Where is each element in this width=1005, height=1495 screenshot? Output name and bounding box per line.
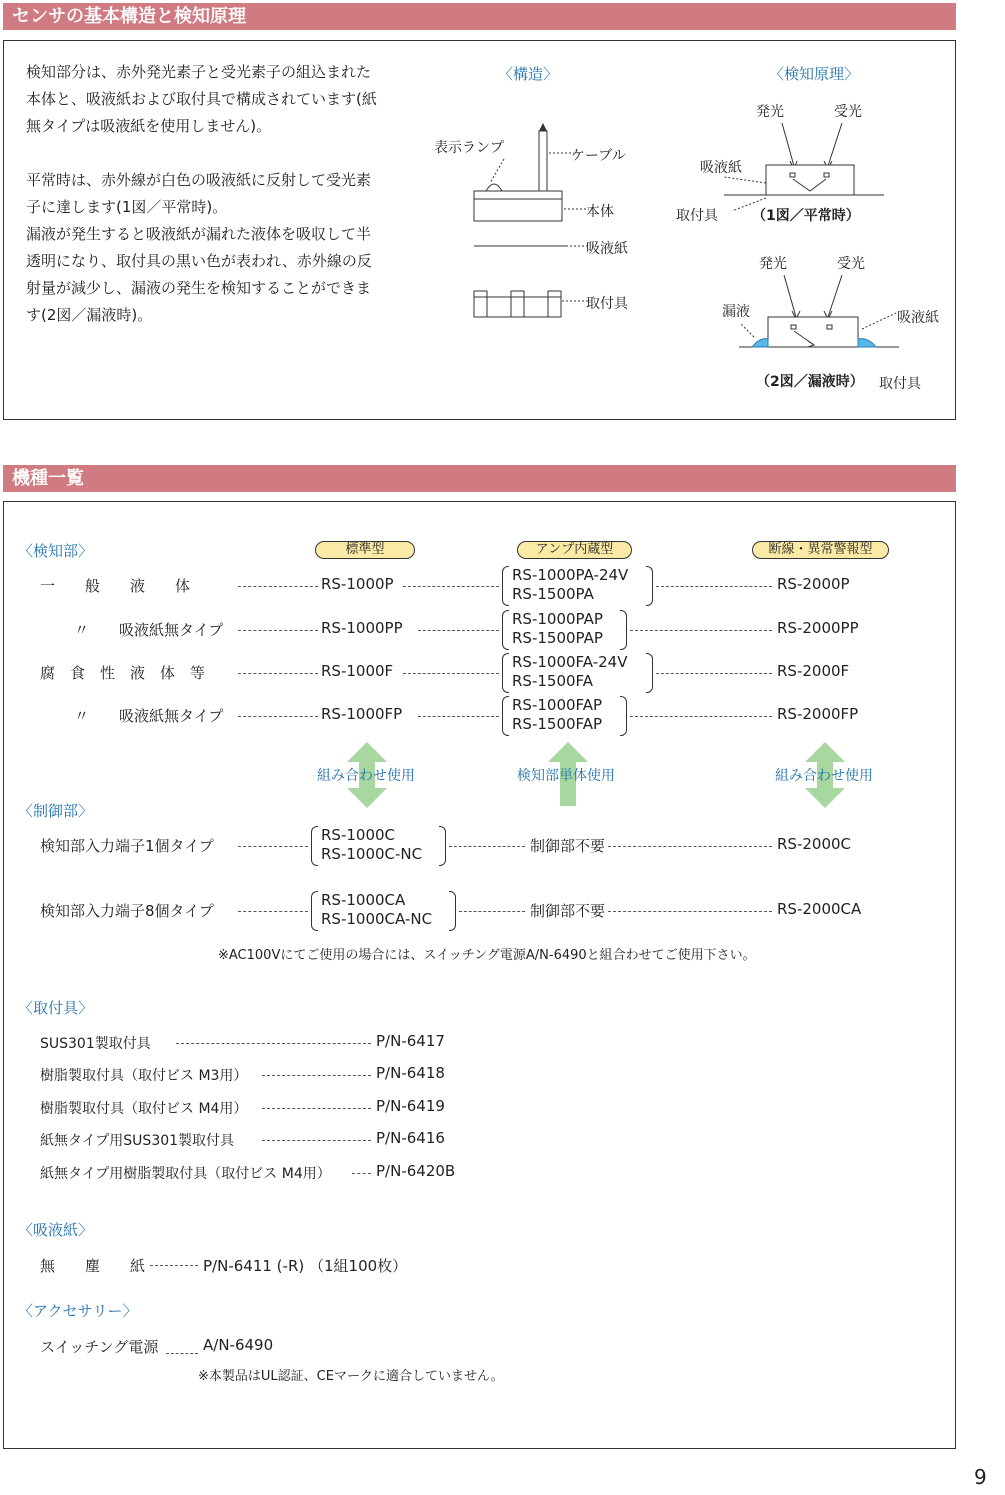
accessory-heading: 〈アクセサリー〉 [18,1302,138,1320]
mount-label-fig2: 取付具 [879,376,921,392]
detect-std-model: RS-1000FP [321,705,403,723]
text-line: 漏液が発生すると吸液紙が漏れた液体を吸収して半 [26,225,372,243]
col-standard-badge: 標準型 [315,541,415,559]
detect-heading: 〈検知部〉 [18,542,94,560]
text-line: 射量が減少し、漏液の発生を検知することができま [26,279,372,297]
receive-label: 受光 [834,104,862,120]
mount-item-label: 樹脂製取付具（取付ビス M3用） [40,1068,248,1084]
body-label: 本体 [586,204,614,220]
detect-amp-model: RS-1000FAP RS-1500FAP [512,696,603,733]
detect-alarm-model: RS-2000FP [777,705,859,723]
mount-heading: 〈取付具〉 [18,999,94,1017]
leak-diagram [724,267,914,357]
detect-amp-model: RS-1000FA-24V RS-1500FA [512,653,628,690]
control-heading: 〈制御部〉 [18,802,94,820]
col-amp-badge: アンプ内蔵型 [517,541,632,559]
mount-item-label: 紙無タイプ用SUS301製取付具 [40,1133,235,1149]
ac-note: ※AC100Vにてご使用の場合には、スイッチング電源A/N-6490と組合わせてご使用下さい。 [218,948,756,963]
description-text [26,59,416,329]
text-line: 平常時は、赤外線が白色の吸液紙に反射して受光素 [26,171,372,189]
detect-alarm-model: RS-2000F [777,662,850,680]
paper-label-fig1: 吸液紙 [700,160,742,176]
combo-use-label: 組み合わせ使用 [775,768,873,784]
fig1-caption: （1図／平常時） [752,208,860,224]
mount-part-number: P/N-6420B [376,1162,456,1180]
mount-part-number: P/N-6416 [376,1129,445,1147]
control-not-required: 制御部不要 [530,837,606,855]
lamp-label: 表示ランプ [434,140,504,156]
structure-panel [3,40,956,420]
mount-label: 取付具 [586,296,628,312]
combo-use-label: 組み合わせ使用 [317,768,415,784]
accessory-part-number: A/N-6490 [203,1336,274,1354]
paper-label: 吸液紙 [586,241,628,257]
control-row-label: 検知部入力端子1個タイプ [40,837,214,855]
control-not-required: 制御部不要 [530,902,606,920]
detect-amp-model: RS-1000PAP RS-1500PAP [512,610,603,647]
emit-label-fig2: 発光 [759,256,787,272]
text-line: す(2図／漏液時)。 [26,306,153,324]
mount-item-label: 紙無タイプ用樹脂製取付具（取付ビス M4用） [40,1166,331,1182]
detect-row-label: 〃 吸液紙無タイプ [74,707,224,725]
mount-item-label: 樹脂製取付具（取付ビス M4用） [40,1101,248,1117]
cable-label: ケーブル [571,148,626,164]
structure-heading: 〈構造〉 [498,65,559,83]
receive-label-fig2: 受光 [837,256,865,272]
control-alarm-model: RS-2000CA [777,900,862,918]
paper-label-fig2: 吸液紙 [897,310,939,326]
detect-alarm-model: RS-2000PP [777,619,859,637]
detect-std-model: RS-1000P [321,575,394,593]
text-line: 子に達します(1図／平常時)。 [26,198,228,216]
mount-item-label: SUS301製取付具 [40,1036,151,1052]
detect-std-model: RS-1000PP [321,619,403,637]
col-alarm-badge: 断線・異常警報型 [752,541,889,559]
detect-row-label: 一 般 液 体 [40,577,191,595]
control-alarm-model: RS-2000C [777,835,852,853]
mount-part-number: P/N-6418 [376,1064,445,1082]
paper-heading: 〈吸液紙〉 [18,1221,94,1239]
leak-label: 漏液 [722,304,750,320]
mount-part-number: P/N-6419 [376,1097,445,1115]
emit-label: 発光 [756,104,784,120]
section-header-models: 機種一覧 [3,465,956,492]
text-line: 検知部分は、赤外発光素子と受光素子の組込まれた [26,63,372,81]
detect-row-label: 腐 食 性 液 体 等 [40,664,206,682]
mount-part-number: P/N-6417 [376,1032,445,1050]
control-row-label: 検知部入力端子8個タイプ [40,902,214,920]
certification-note: ※本製品はUL認証、CEマークに適合していません。 [198,1369,504,1384]
detect-alarm-model: RS-2000P [777,575,850,593]
accessory-item-label: スイッチング電源 [40,1338,159,1356]
section-header-structure: センサの基本構造と検知原理 [3,3,956,30]
page-number: 9 [974,1465,987,1489]
control-model: RS-1000CA RS-1000CA-NC [321,891,433,928]
normal-diagram [704,111,894,211]
paper-item-label: 無 塵 紙 [40,1257,146,1275]
paper-part-number: P/N-6411 (-R) （1組100枚） [203,1257,408,1275]
detect-amp-model: RS-1000PA-24V RS-1500PA [512,566,629,603]
principle-heading: 〈検知原理〉 [769,65,860,83]
standalone-use-label: 検知部単体使用 [517,768,615,784]
fig2-caption: （2図／漏液時） [756,374,864,390]
text-line: 無タイプは吸液紙を使用しません)。 [26,117,272,135]
mount-label-fig1: 取付具 [676,208,718,224]
control-model: RS-1000C RS-1000C-NC [321,826,423,863]
text-line: 本体と、吸液紙および取付具で構成されています(紙 [26,90,377,108]
detect-row-label: 〃 吸液紙無タイプ [74,621,224,639]
detect-std-model: RS-1000F [321,662,394,680]
models-panel [3,501,956,1449]
text-line: 透明になり、取付具の黒い色が表われ、赤外線の反 [26,252,372,270]
